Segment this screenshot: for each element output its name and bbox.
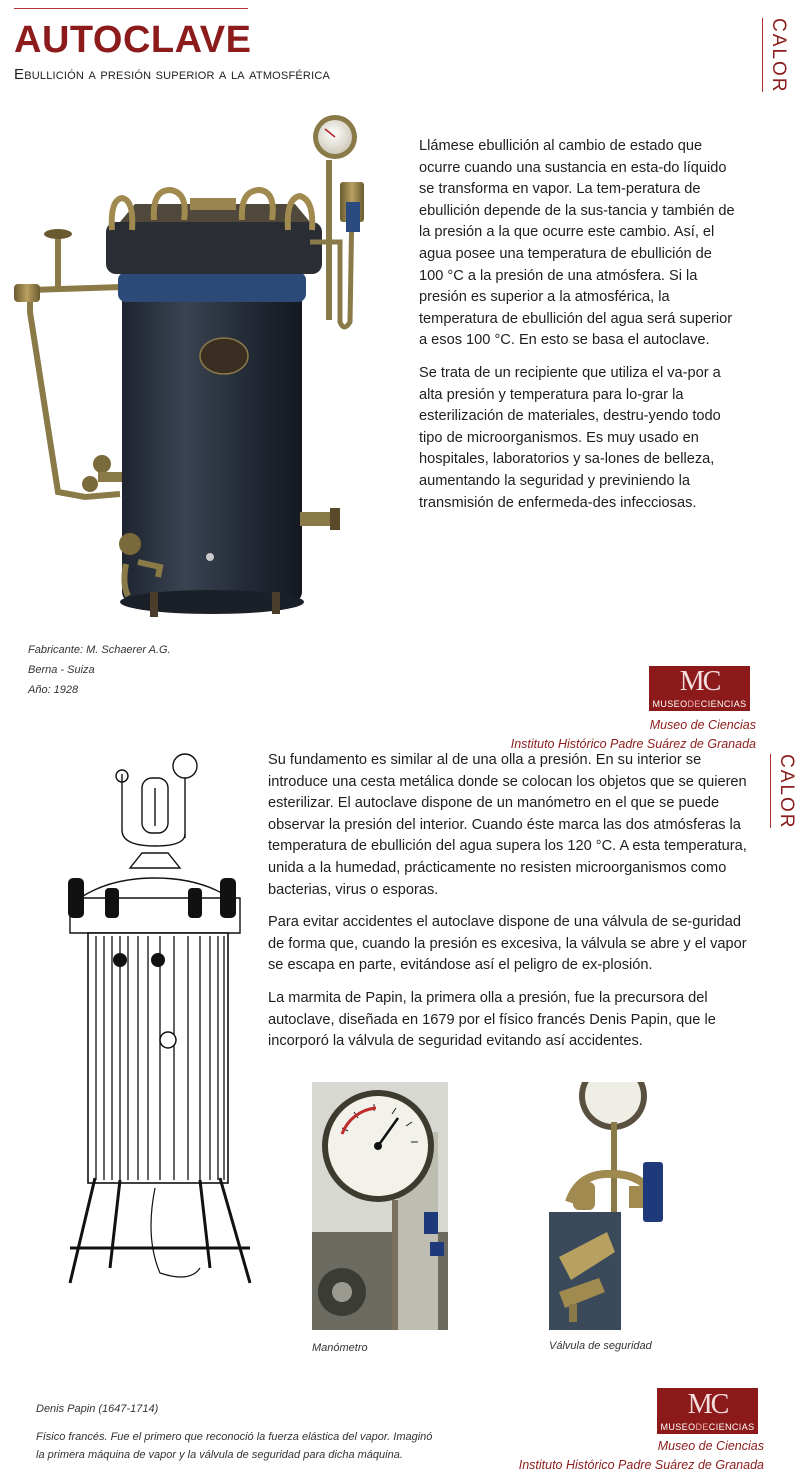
fundamento-paragraph-1: Su fundamento es similar al de una olla a presión. En su interior se introduce una cesta metálica donde se colocan los objetos que se quieren esterilizar. El autoclave dispone de un manómetro en el que se puede observar la presión del interior. Cuando éste marca las dos atmósferas la temperatura de ebullición del agua supera los 120 °C. A esta temperatura, unida a la humedad, prácticamente no resisten microorganismos como bacterias, virus o esporas.	[268, 752, 747, 898]
side-rule	[762, 18, 763, 92]
fundamento-paragraph-3: La marmita de Papin, la primera olla a presión, fue la precursora del autoclave, diseñada en 1679 por el físico francés Denis Papin, que le incorporó la válvula de seguridad evitando así accidentes.	[268, 989, 716, 1050]
autoclave-photo	[10, 112, 380, 622]
page-title: AUTOCLAVE	[14, 19, 252, 61]
museum-credit	[416, 716, 756, 754]
side-rule-2	[770, 754, 771, 828]
museum-name-2: Museo de Ciencias	[657, 1439, 764, 1453]
manufacturer-caption	[28, 640, 171, 700]
museum-credit-2	[424, 1437, 764, 1475]
manometer-caption: Manómetro	[312, 1342, 368, 1354]
museum-logo-2	[657, 1388, 758, 1434]
institute-name-2: Instituto Histórico Padre Suárez de Granada	[518, 1458, 764, 1472]
papin-name: Denis Papin (1647-1714)	[36, 1403, 159, 1415]
page-subtitle: Ebullición a presión superior a la atmosférica	[14, 66, 331, 83]
safety-valve-caption: Válvula de seguridad	[549, 1340, 652, 1352]
museum-logo	[649, 666, 750, 711]
institute-name: Instituto Histórico Padre Suárez de Granada	[510, 737, 756, 751]
logo-mark-2: MC	[687, 1388, 728, 1420]
fundamento-paragraph-2: Para evitar accidentes el autoclave dispone de una válvula de se-guridad de forma que, cuando la presión es excesiva, la válvula se abre y el vapor se escapa en parte, evitándose así el peligro de ex-plosión.	[268, 914, 747, 974]
papin-bio: Físico francés. Fue el primero que reconoció la fuerza elástica del vapor. Imaginó la primera máquina de vapor y la válvula de seguridad para dicha máquina.	[36, 1431, 433, 1461]
manometer-photo	[312, 1082, 448, 1330]
logo-text-2: MUSEODECIENCIAS	[660, 1421, 755, 1432]
manufacturer-year: Año: 1928	[28, 684, 79, 696]
papin-caption	[36, 1400, 436, 1464]
side-tag-calor-2: CALOR	[776, 754, 797, 830]
header-rule	[14, 8, 248, 9]
intro-paragraph-2: Se trata de un recipiente que utiliza el va-por a alta presión y temperatura para lo-grar la esterilización de materiales, destru-yendo todo tipo de microorganismos. Es muy usado en hospitales, laboratorios y sa-lones de belleza, aumentando la seguridad y previniendo la transmisión de enfermeda-des infecciosas.	[419, 364, 721, 511]
side-tag-calor: CALOR	[768, 18, 789, 94]
logo-mark: MC	[679, 666, 720, 697]
safety-valve-photo	[549, 1082, 677, 1330]
intro-paragraph-1: Llámese ebullición al cambio de estado que ocurre cuando una sustancia en esta-do líquido se transforma en vapor. La tem-peratura de ebullición depende de la sus-tancia y también de la presión a la que ocurre este cambio. Así, el agua posee una temperatura de ebullición de 100 °C a la presión de una atmósfera. Si la presión es superior a la atmosférica, la temperatura de ebullición del agua será superior a esos 100 °C. En esto se basa el autoclave.	[419, 138, 735, 349]
fundamento-text	[268, 750, 756, 1064]
intro-text	[419, 136, 737, 525]
logo-text: MUSEODECIENCIAS	[652, 699, 747, 709]
manufacturer-name: Fabricante: M. Schaerer A.G.	[28, 644, 171, 656]
museum-name: Museo de Ciencias	[649, 718, 756, 732]
autoclave-engraving	[50, 748, 260, 1290]
manufacturer-location: Berna - Suiza	[28, 664, 95, 676]
